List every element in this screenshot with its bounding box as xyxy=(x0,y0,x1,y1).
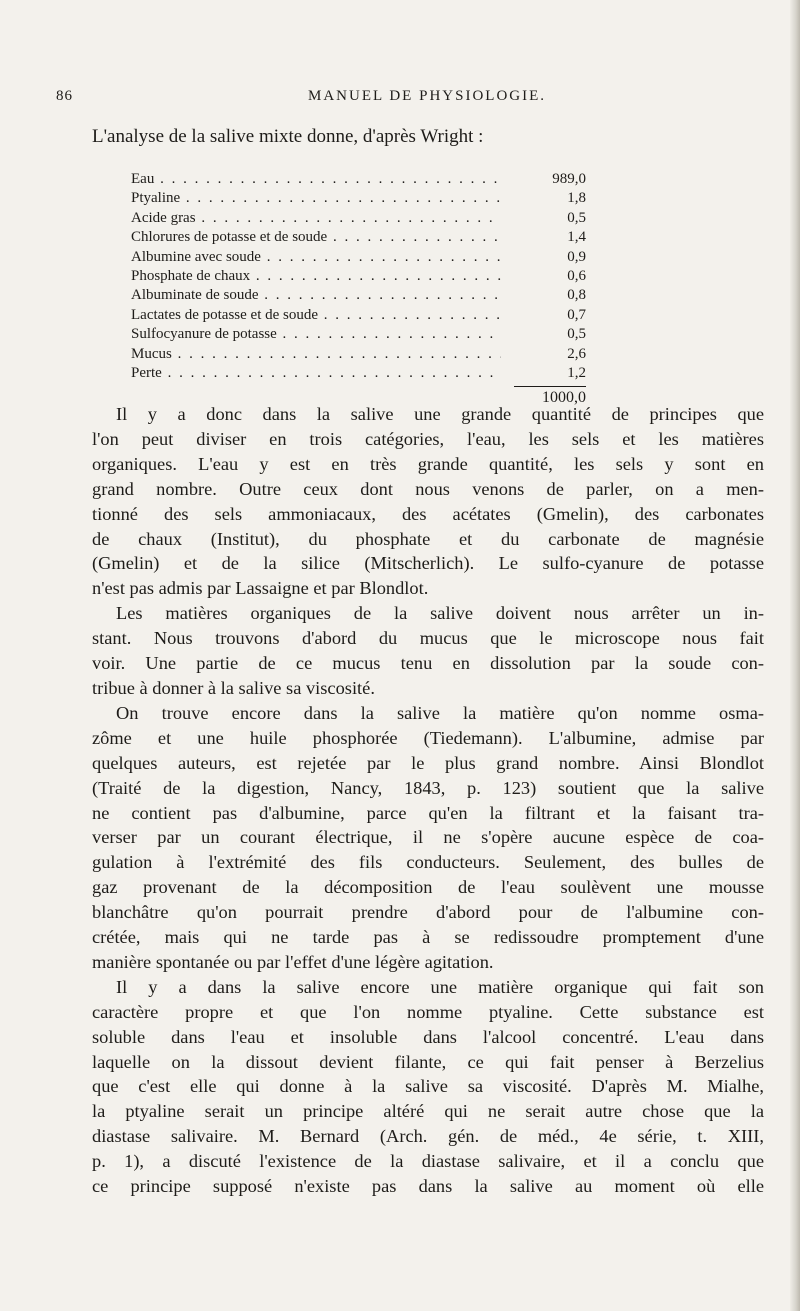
component-label: Albumine avec soude . . . xyxy=(131,248,501,267)
component-value: 989,0 xyxy=(552,171,586,187)
component-value: 1,4 xyxy=(567,229,586,246)
text-line: caractère propre et que l'on nomme ptyaline. Cette substance est xyxy=(92,1001,764,1022)
component-value: 0,7 xyxy=(567,306,586,323)
text-line: organiques. L'eau y est en très grande quantité, les sels y sont en xyxy=(92,453,764,474)
component-label: Sulfocyanure de potasse . . . xyxy=(131,325,501,344)
body-text xyxy=(92,402,764,1199)
component-value: 2,6 xyxy=(567,345,586,362)
running-title: MANUEL DE PHYSIOLOGIE. xyxy=(308,88,547,104)
text-line: diastase salivaire. M. Bernard (Arch. gén. de méd., 4e série, t. XIII, xyxy=(92,1126,764,1147)
text-line: Les matières organiques de la salive doivent nous arrêter un in- xyxy=(116,603,764,624)
text-line: ce principe supposé n'existe pas dans la salive au moment où elle xyxy=(92,1176,764,1197)
table-total: 1000,0 xyxy=(542,389,586,406)
component-label: Ptyaline . . . xyxy=(131,189,501,208)
text-line: manière spontanée ou par l'effet d'une légère agitation. xyxy=(92,951,494,972)
text-line: que c'est elle qui donne à la salive sa viscosité. D'après M. Mialhe, xyxy=(92,1076,764,1097)
component-label: Perte . . . xyxy=(131,364,501,383)
text-line: quelques auteurs, est rejetée par le plus grand nombre. Ainsi Blondlot xyxy=(92,752,764,773)
text-line: tionné des sels ammoniacaux, des acétates (Gmelin), des carbonates xyxy=(92,503,764,524)
component-value: 0,5 xyxy=(567,326,586,343)
text-line: soluble dans l'eau et insoluble dans l'alcool concentré. L'eau dans xyxy=(92,1026,764,1047)
component-label: Chlorures de potasse et de soude . . . xyxy=(131,228,501,247)
component-label: Acide gras . . . xyxy=(131,209,501,228)
text-line: ne contient pas d'albumine, parce qu'en la filtrant et la faisant tra- xyxy=(92,802,764,823)
text-line: voir. Une partie de ce mucus tenu en dissolution par la soude con- xyxy=(92,653,764,674)
sum-rule xyxy=(514,386,586,387)
table-row xyxy=(131,364,586,383)
table-row xyxy=(131,306,586,325)
text-line: grand nombre. Outre ceux dont nous venons de parler, on a men- xyxy=(92,478,764,499)
text-line: (Traité de la digestion, Nancy, 1843, p. 123) soutient que la salive xyxy=(92,777,764,798)
table-row xyxy=(131,228,586,247)
component-value: 0,5 xyxy=(567,209,586,226)
text-line: Il y a donc dans la salive une grande quantité de principes que xyxy=(116,404,764,424)
component-value: 1,2 xyxy=(567,364,586,381)
text-line: stant. Nous trouvons d'abord du mucus que le microscope nous fait xyxy=(92,628,764,649)
text-line: laquelle on la dissout devient filante, ce qui fait penser à Berzelius xyxy=(92,1051,764,1072)
text-line: crétée, mais qui ne tarde pas à se redissoudre promptement d'une xyxy=(92,927,764,948)
table-row xyxy=(131,267,586,286)
component-value: 0,8 xyxy=(567,287,586,304)
component-label: Albuminate de soude . . . xyxy=(131,286,501,305)
component-label: Eau . . . xyxy=(131,170,501,189)
component-value: 1,8 xyxy=(567,190,586,207)
text-line: zôme et une huile phosphorée (Tiedemann). L'albumine, admise par xyxy=(92,727,764,748)
component-label: Mucus . . . xyxy=(131,345,501,364)
page-number: 86 xyxy=(56,88,73,104)
component-value: 0,9 xyxy=(567,248,586,265)
text-line: p. 1), a discuté l'existence de la diastase salivaire, et il a conclu que xyxy=(92,1151,764,1172)
table-row xyxy=(131,286,586,305)
text-line: On trouve encore dans la salive la matière qu'on nomme osma- xyxy=(116,702,764,723)
saliva-composition-table xyxy=(131,170,586,406)
component-value: 0,6 xyxy=(567,267,586,284)
text-line: (Gmelin) et de la silice (Mitscherlich). Le sulfo-cyanure de potasse xyxy=(92,553,764,574)
page-edge-shadow xyxy=(790,0,800,1311)
component-label: Phosphate de chaux . . . xyxy=(131,267,501,286)
text-line: gulation à l'extrémité des fils conducteurs. Seulement, des bulles de xyxy=(92,852,764,873)
text-line: de chaux (Institut), du phosphate et du carbonate de magnésie xyxy=(92,528,764,549)
text-line: tribue à donner à la salive sa viscosité. xyxy=(92,677,375,698)
component-label: Lactates de potasse et de soude . . . xyxy=(131,306,501,325)
table-row xyxy=(131,325,586,344)
table-row xyxy=(131,170,586,189)
intro-line: L'analyse de la salive mixte donne, d'après Wright : xyxy=(92,126,484,147)
text-line: la ptyaline serait un principe altéré qui ne serait autre chose que la xyxy=(92,1101,764,1122)
running-header xyxy=(56,88,756,110)
text-line: verser par un courant électrique, il ne s'opère aucune espèce de coa- xyxy=(92,827,764,848)
text-line: blanchâtre qu'on pourrait prendre d'abord pour de l'albumine con- xyxy=(92,902,764,923)
table-row xyxy=(131,345,586,364)
text-line: Il y a dans la salive encore une matière organique qui fait son xyxy=(116,976,764,997)
table-row xyxy=(131,189,586,208)
table-row xyxy=(131,209,586,228)
table-row xyxy=(131,248,586,267)
text-line: n'est pas admis par Lassaigne et par Blondlot. xyxy=(92,578,429,599)
text-line: l'on peut diviser en trois catégories, l'eau, les sels et les matières xyxy=(92,428,764,449)
text-line: gaz provenant de la décomposition de l'eau soulèvent une mousse xyxy=(92,877,764,898)
